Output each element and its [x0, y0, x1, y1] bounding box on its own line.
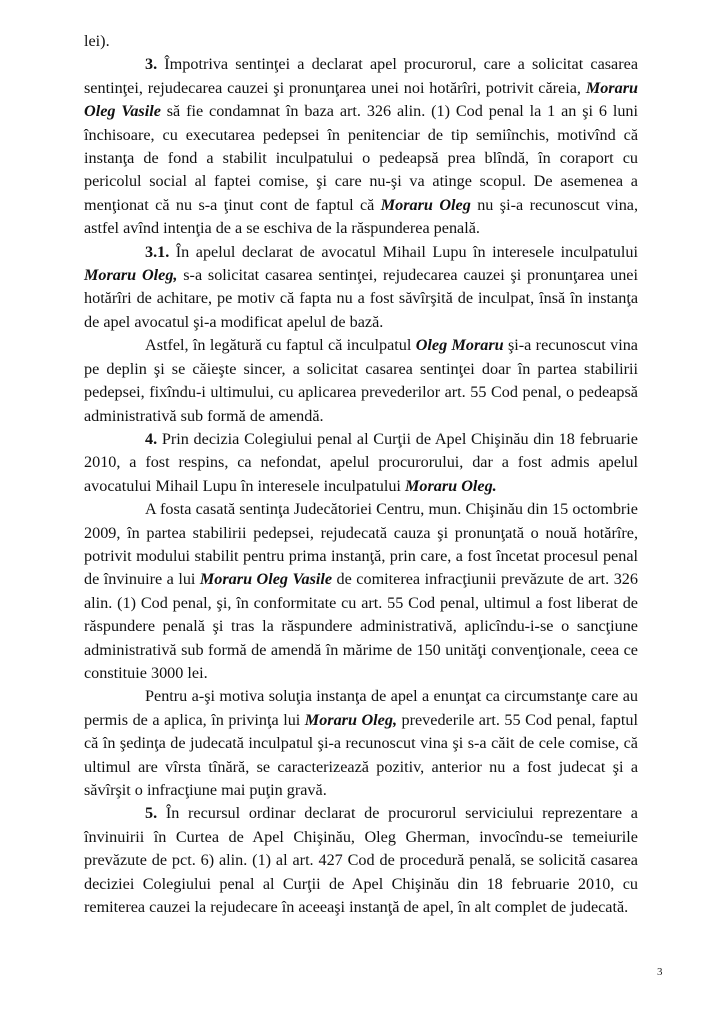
paragraph-text: nu şi-a recunoscut vina, astfel avînd intenţia de a se eschiva de la răspunderea penală.	[84, 195, 639, 238]
paragraph	[84, 685, 638, 802]
page-number: 3	[657, 966, 663, 978]
paragraph-text: Împotriva sentinţei a declarat apel procurorul, care a solicitat casarea sentinţei, rejudecarea cauzei şi pronunţarea unei noi hotărîri, potrivit căreia,	[84, 55, 638, 97]
section-number: 3.	[145, 55, 158, 74]
defendant-name: Oleg Moraru	[415, 336, 504, 355]
paragraph	[84, 498, 638, 685]
section-number: 4.	[145, 429, 158, 448]
section-number: 3.1.	[145, 242, 170, 261]
paragraph	[84, 428, 638, 498]
paragraph	[84, 53, 638, 240]
paragraph-text: şi-a recunoscut vina pe deplin şi se căieşte sincer, a solicitat casarea sentinţei doar în partea stabilirii pedepsei, fixîndu-i ultimului, cu aplicarea prevederilor art. 55 Cod penal, o pedeapsă administrativă sub formă de amendă.	[84, 336, 638, 425]
paragraph-text: s-a solicitat casarea sentinţei, rejudecarea cauzei şi pronunţarea unei hotărîri de achitare, pe motiv că fapta nu a fost săvîrşită de inculpat, însă în instanţa de apel avocatul şi-a modificat apelul de bază.	[84, 266, 638, 331]
paragraph	[84, 334, 638, 428]
defendant-name: Moraru Oleg,	[84, 266, 178, 285]
paragraph	[84, 30, 638, 53]
paragraph-text: de comiterea infracţiunii prevăzute de art. 326 alin. (1) Cod penal, şi, în conformitate cu art. 55 Cod penal, ultimul a fost liberat de răspundere penală şi tras la răspundere administrativă, aplicîndu-i-se o sancţiune administrativă sub formă de amendă în mărime de 150 unităţi convenţionale, ceea ce constituie 3000 lei.	[84, 570, 638, 682]
defendant-name: Moraru Oleg,	[304, 710, 397, 729]
section-number: 5.	[145, 804, 158, 823]
paragraph-text: lei).	[84, 32, 110, 50]
paragraph-text: A fosta casată sentinţa Judecătoriei Centru, mun. Chişinău din 15 octombrie 2009, în partea stabilirii pedepsei, rejudecată cauza şi pronunţată o nouă hotărîre, potrivit modului stabilit pentru prima instanţă, prin care, a fost încetat procesul penal de învinuire a lui	[84, 500, 638, 589]
document-body	[84, 30, 638, 919]
paragraph-text: să fie condamnat în baza art. 326 alin. (1) Cod penal la 1 an şi 6 luni închisoare, cu executarea pedepsei în penitenciar de tip semiînchis, motivînd că instanţa de fond a stabilit inculpatului o pedeapsă prea blîndă, în coraport cu pericolul social al faptei comise, şi care nu-şi va atinge scopul. De asemenea a menţionat că nu s-a ţinut cont de faptul că	[84, 102, 639, 214]
paragraph-text: În recursul ordinar declarat de procurorul serviciului reprezentare a învinuirii în Curtea de Apel Chişinău, Oleg Gherman, invocîndu-se temeiurile prevăzute de pct. 6) alin. (1) al art. 427 Cod de procedură penală, se solicită casarea deciziei Colegiului penal al Curţii de Apel Chişinău din 18 februarie 2010, cu remiterea cauzei la rejudecare în aceeaşi instanţă de apel, în alt complet de judecată.	[84, 804, 638, 917]
defendant-name: Moraru Oleg Vasile	[199, 570, 333, 589]
defendant-name: Moraru Oleg Vasile	[84, 78, 638, 121]
defendant-name: Moraru Oleg.	[404, 476, 497, 495]
paragraph	[84, 802, 638, 919]
paragraph-text: În apelul declarat de avocatul Mihail Lupu în interesele inculpatului	[169, 242, 638, 261]
paragraph-text: Pentru a-şi motiva soluţia instanţa de apel a enunţat ca circumstanţe care au permis de a aplica, în privinţa lui	[84, 687, 638, 729]
paragraph-text: Astfel, în legătură cu faptul că inculpatul	[145, 336, 416, 355]
paragraph-text: prevederile art. 55 Cod penal, faptul că în şedinţa de judecată inculpatul şi-a recunoscut vina şi s-a căit de cele comise, că ultimul are vîrsta tînără, se caracterizează pozitiv, anterior nu a fost judecat şi a săvîrşit o infracţiune mai puţin gravă.	[84, 710, 638, 799]
paragraph	[84, 241, 638, 335]
defendant-name: Moraru Oleg	[380, 195, 471, 214]
paragraph-text: Prin decizia Colegiului penal al Curţii de Apel Chişinău din 18 februarie 2010, a fost respins, ca nefondat, apelul procurorului, dar a fost admis apelul avocatului Mihail Lupu în interesele inculpatului	[84, 429, 638, 495]
